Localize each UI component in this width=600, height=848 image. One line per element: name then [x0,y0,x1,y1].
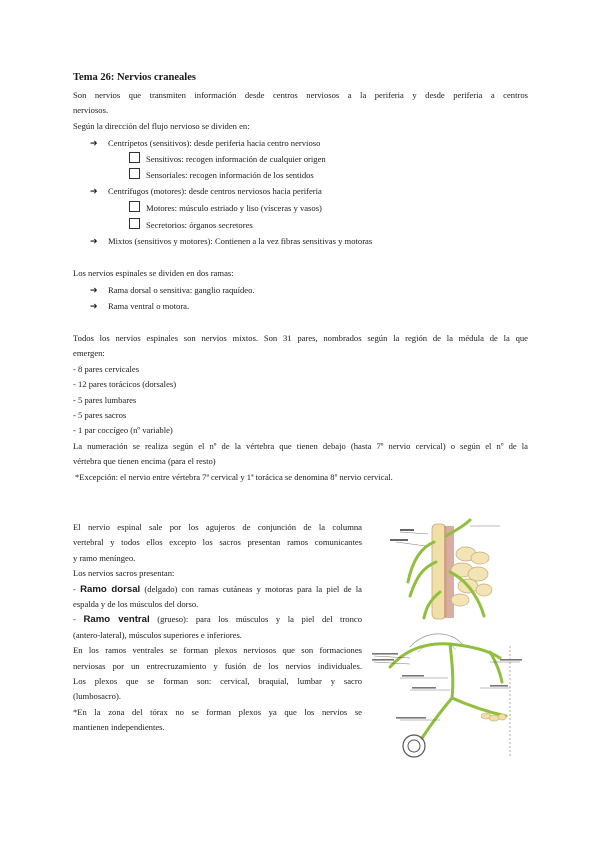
list-item-rama-ventral: ➔ Rama ventral o motora. [90,299,189,315]
checkbox-icon [129,218,140,229]
list-item-rama-dorsal: ➔ Rama dorsal o sensitiva: ganglio raquídeo. [90,283,255,299]
vertebral-column-drawing [390,520,500,619]
ramo-ventral-label: Ramo ventral [83,614,150,626]
text-line: *En la zona del tórax no se forman plexos ya que los nervios se [73,706,362,717]
excepcion-line: *Excepción: el nervio entre vértebra 7ª cervical y 1ª torácica se denomina 8º nervio cervical. [75,471,393,482]
numeracion-line: La numeración se realiza según el nº de la vértebra que tienen debajo (hasta 7º nervio cervical) o según el nº de la [73,440,528,451]
text-line: mantienen independientes. [73,722,165,733]
list-item-sensitivos: Sensitivos: recogen información de cualquier origen [129,152,326,167]
text-span: (delgado) con ramas cutáneas y motoras para la piel de la [140,583,362,594]
text-line: (lumbosacro). [73,691,121,702]
numeracion-line: vértebra que tienen encima (para el resto) [73,456,216,467]
list-item: - 5 pares sacros [73,410,127,421]
arrow-icon: ➔ [90,187,98,197]
ramo-dorsal-label: Ramo dorsal [80,583,141,595]
arrow-icon: ➔ [90,237,98,247]
spinal-nerve-branches-drawing [372,634,522,757]
list-item-centrifugos: ➔ Centrífugos (motores): desde centros nerviosos hacia periferia [90,184,322,200]
ramo-ventral-line: - Ramo ventral (grueso): para los músculos y la piel del tronco [73,614,363,626]
text-line: vertebral y todos ellos excepto los sacros presentan ramos comunicantes [73,537,362,548]
checkbox-icon [129,201,140,212]
espinales-intro: Los nervios espinales se dividen en dos ramas: [73,268,234,278]
list-item: - 5 pares lumbares [73,394,137,405]
text-line: Los nervios sacros presentan: [73,568,175,579]
text-line: En los ramos ventrales se forman plexos nerviosos que son formaciones [73,645,362,656]
arrow-icon: ➔ [90,302,98,312]
spinal-nerve-illustration [370,512,530,762]
arrow-icon: ➔ [90,139,98,149]
list-item-mixtos: ➔ Mixtos (sensitivos y motores): Contienen a la vez fibras sensitivas y motoras [90,234,372,250]
pares-line: Todos los nervios espinales son nervios mixtos. Son 31 pares, nombrados según la región de la médula de la que [73,333,528,343]
text-span: (grueso): para los músculos y la piel del tronco [149,614,363,625]
intro-paragraph [73,88,528,134]
list-item-sensoriales: Sensoriales: recogen información de los sentidos [129,168,314,183]
text-line: Los plexos que se forman son: cervical, braquial, lumbar y sacro [73,676,362,687]
text-line: (antero-lateral), músculos superiores e inferiores. [73,629,242,640]
page-title: Tema 26: Nervios craneales [73,72,196,83]
list-item: - 12 pares torácicos (dorsales) [73,379,177,390]
text-line: y ramo meníngeo. [73,552,136,563]
list-item: - 8 pares cervicales [73,363,140,374]
arrow-icon: ➔ [90,286,98,296]
list-item-motores: Motores: músculo estriado y liso (vísceras y vasos) [129,201,322,216]
checkbox-icon [129,152,140,163]
text-line: El nervio espinal sale por los agujeros de conjunción de la columna [73,522,362,532]
pares-paragraph [73,331,528,485]
list-item-secretorios: Secretorios: órganos secretores [129,218,253,233]
ramo-dorsal-line: - Ramo dorsal (delgado) con ramas cutáneas y motoras para la piel de la [73,583,362,595]
checkbox-icon [129,168,140,179]
text-line: espalda y de los músculos del dorso. [73,599,199,610]
intro-line: Según la dirección del flujo nervioso se dividen en: [73,120,250,131]
pares-line: emergen: [73,348,105,359]
list-item: - 1 par coccígeo (nº variable) [73,425,173,436]
intro-line: nerviosos. [73,105,109,116]
lower-paragraph [73,520,362,736]
intro-line: Son nervios que transmiten información desde centros nerviosos a la periferia y desde periferia a centros [73,90,528,100]
text-line: nerviosas por un entrecruzamiento y fusión de los nervios individuales. [73,660,362,671]
list-item-centripetos: ➔ Centrípetos (sensitivos): desde periferia hacia centro nervioso [90,136,320,152]
